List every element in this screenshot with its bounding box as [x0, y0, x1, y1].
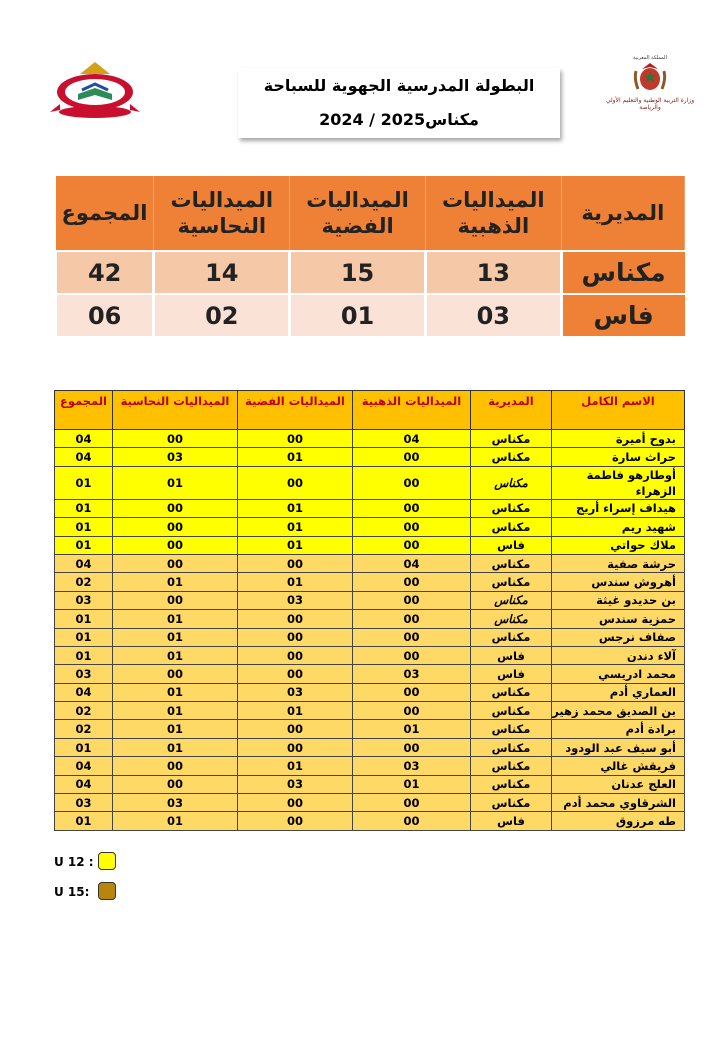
detail-directorate: مكناس: [471, 720, 552, 738]
detail-total: 04: [55, 448, 113, 466]
detail-silver: 00: [238, 738, 353, 756]
detail-bronze: 00: [113, 775, 238, 793]
detail-gold: 00: [353, 794, 471, 812]
detail-total: 01: [55, 499, 113, 517]
detail-fullname: العماري أدم: [552, 683, 685, 701]
detail-fullname: بن الصديق محمد زهير: [552, 702, 685, 720]
summary-header-total: المجموع: [56, 176, 154, 251]
detail-total: 01: [55, 518, 113, 536]
document-title: البطولة المدرسية الجهوية للسباحة: [263, 76, 535, 95]
detail-fullname: برادة أدم: [552, 720, 685, 738]
detail-fullname: أهروش سندس: [552, 573, 685, 591]
title-season: 2024 / 2025: [319, 110, 426, 129]
detail-gold: 00: [353, 448, 471, 466]
detail-bronze: 03: [113, 448, 238, 466]
detail-header-fullname: الاسم الكامل: [552, 391, 685, 430]
table-row: [55, 812, 685, 830]
summary-bronze: 14: [154, 251, 290, 294]
table-row: [55, 738, 685, 756]
detail-fullname: محمد ادريسي: [552, 665, 685, 683]
detail-gold: 00: [353, 499, 471, 517]
detail-total: 01: [55, 536, 113, 554]
detail-total: 04: [55, 430, 113, 448]
detail-directorate: مكناس: [471, 628, 552, 646]
detail-total: 01: [55, 738, 113, 756]
detail-total: 03: [55, 591, 113, 609]
detail-bronze: 01: [113, 738, 238, 756]
table-row: [55, 646, 685, 664]
detail-directorate: فاس: [471, 536, 552, 554]
detail-directorate: فاس: [471, 812, 552, 830]
detail-bronze: 00: [113, 430, 238, 448]
table-row: [55, 702, 685, 720]
detail-header-total: المجموع: [55, 391, 113, 430]
detail-fullname: حراث سارة: [552, 448, 685, 466]
detail-total: 01: [55, 610, 113, 628]
detail-total: 03: [55, 665, 113, 683]
detail-fullname: صفاف نرجس: [552, 628, 685, 646]
detail-silver: 01: [238, 536, 353, 554]
table-row: [55, 554, 685, 572]
detail-directorate: مكناس: [471, 430, 552, 448]
table-row: [55, 757, 685, 775]
detail-directorate: مكناس: [471, 518, 552, 536]
table-row: [55, 628, 685, 646]
detail-silver: 00: [238, 430, 353, 448]
detail-silver: 01: [238, 573, 353, 591]
detail-bronze: 01: [113, 720, 238, 738]
detail-fullname: ملاك حواتي: [552, 536, 685, 554]
detail-silver: 01: [238, 448, 353, 466]
detail-directorate: مكناس: [471, 573, 552, 591]
detail-silver: 03: [238, 775, 353, 793]
detail-directorate: مكناس: [471, 610, 552, 628]
detail-total: 01: [55, 646, 113, 664]
table-row: [55, 499, 685, 517]
detail-gold: 03: [353, 665, 471, 683]
summary-silver: 15: [290, 251, 426, 294]
detail-directorate: مكناس: [471, 466, 552, 499]
detail-total: 04: [55, 554, 113, 572]
detail-gold: 01: [353, 720, 471, 738]
summary-header-bronze: الميداليات النحاسية: [154, 176, 290, 251]
summary-header-row: [56, 176, 685, 251]
detail-total: 01: [55, 466, 113, 499]
summary-total: 06: [56, 294, 154, 336]
detail-silver: 00: [238, 466, 353, 499]
detail-bronze: 00: [113, 518, 238, 536]
legend-u12-swatch: [98, 852, 116, 870]
summary-gold: 03: [425, 294, 561, 336]
medal-summary-table: [54, 176, 685, 336]
detail-total: 01: [55, 812, 113, 830]
detail-silver: 01: [238, 702, 353, 720]
detail-header-directorate: المديرية: [471, 391, 552, 430]
detail-bronze: 00: [113, 591, 238, 609]
detail-silver: 01: [238, 499, 353, 517]
detail-bronze: 01: [113, 610, 238, 628]
detail-fullname: بدوح أميرة: [552, 430, 685, 448]
moroccan-emblem-icon: [600, 61, 700, 93]
detail-directorate: مكناس: [471, 794, 552, 812]
detail-total: 02: [55, 702, 113, 720]
detail-table-body: [55, 430, 685, 831]
detail-directorate: فاس: [471, 646, 552, 664]
detail-fullname: حرشة صفية: [552, 554, 685, 572]
detail-bronze: 01: [113, 646, 238, 664]
detail-silver: 00: [238, 720, 353, 738]
detail-directorate: فاس: [471, 665, 552, 683]
detail-fullname: فريقش غالي: [552, 757, 685, 775]
table-row: [55, 518, 685, 536]
detail-bronze: 01: [113, 628, 238, 646]
detail-gold: 00: [353, 536, 471, 554]
detail-directorate: مكناس: [471, 683, 552, 701]
table-row: [55, 665, 685, 683]
table-row: [55, 775, 685, 793]
detail-directorate: مكناس: [471, 499, 552, 517]
table-row: [55, 448, 685, 466]
summary-gold: 13: [425, 251, 561, 294]
legend-u15: [54, 885, 89, 899]
title-city: مكناس: [425, 110, 479, 129]
summary-silver: 01: [290, 294, 426, 336]
detail-bronze: 00: [113, 499, 238, 517]
detail-bronze: 01: [113, 573, 238, 591]
detail-bronze: 01: [113, 466, 238, 499]
detail-gold: 00: [353, 573, 471, 591]
detail-bronze: 00: [113, 536, 238, 554]
summary-total: 42: [56, 251, 154, 294]
detail-gold: 00: [353, 591, 471, 609]
detail-total: 04: [55, 775, 113, 793]
detail-bronze: 01: [113, 683, 238, 701]
legend-u15-swatch: [98, 882, 116, 900]
detail-fullname: أوطارهو فاطمة الزهراء: [552, 466, 685, 499]
detail-gold: 00: [353, 628, 471, 646]
summary-directorate: مكناس: [561, 251, 684, 294]
detail-bronze: 01: [113, 812, 238, 830]
detail-directorate: مكناس: [471, 775, 552, 793]
summary-bronze: 02: [154, 294, 290, 336]
detail-gold: 04: [353, 430, 471, 448]
detail-gold: 03: [353, 757, 471, 775]
detail-fullname: حمزية سندس: [552, 610, 685, 628]
detail-fullname: بن حديدو غيثة: [552, 591, 685, 609]
detail-directorate: مكناس: [471, 702, 552, 720]
table-row: [55, 610, 685, 628]
detail-fullname: الشرقاوي محمد أدم: [552, 794, 685, 812]
detail-silver: 00: [238, 628, 353, 646]
detail-gold: 00: [353, 683, 471, 701]
detail-directorate: مكناس: [471, 757, 552, 775]
summary-row: [56, 294, 685, 336]
detail-bronze: 03: [113, 794, 238, 812]
detail-header-gold: الميداليات الذهبية: [353, 391, 471, 430]
detail-directorate: مكناس: [471, 738, 552, 756]
detail-silver: 00: [238, 794, 353, 812]
detail-silver: 01: [238, 518, 353, 536]
detail-total: 02: [55, 720, 113, 738]
detail-gold: 01: [353, 775, 471, 793]
table-row: [55, 430, 685, 448]
detail-header-bronze: الميداليات النحاسية: [113, 391, 238, 430]
detail-gold: 04: [353, 554, 471, 572]
detail-gold: 00: [353, 646, 471, 664]
detail-total: 01: [55, 628, 113, 646]
swimmer-results-table: [54, 390, 685, 831]
legend-u15-label: U 15:: [54, 885, 90, 899]
detail-fullname: العلج عدنان: [552, 775, 685, 793]
detail-bronze: 00: [113, 757, 238, 775]
detail-directorate: مكناس: [471, 591, 552, 609]
detail-fullname: طه مرزوق: [552, 812, 685, 830]
legend-u12: [54, 855, 94, 869]
detail-silver: 03: [238, 591, 353, 609]
detail-fullname: شهيد ريم: [552, 518, 685, 536]
detail-silver: 01: [238, 757, 353, 775]
detail-total: 04: [55, 757, 113, 775]
detail-total: 02: [55, 573, 113, 591]
ministry-logo-text-top: المملكة المغربية: [633, 55, 667, 61]
detail-gold: 00: [353, 738, 471, 756]
table-row: [55, 683, 685, 701]
document-subtitle: [238, 110, 560, 129]
table-row: [55, 591, 685, 609]
detail-gold: 00: [353, 610, 471, 628]
school-sports-federation-logo: [50, 60, 140, 122]
detail-directorate: مكناس: [471, 554, 552, 572]
detail-gold: 00: [353, 518, 471, 536]
document-title-box: [238, 68, 560, 138]
detail-bronze: 00: [113, 554, 238, 572]
detail-header-row: [55, 391, 685, 430]
ministry-logo: [600, 55, 700, 123]
table-row: [55, 536, 685, 554]
detail-gold: 00: [353, 466, 471, 499]
detail-fullname: آلاء دندن: [552, 646, 685, 664]
table-row: [55, 466, 685, 499]
detail-header-silver: الميداليات الفضية: [238, 391, 353, 430]
summary-header-silver: الميداليات الفضية: [290, 176, 426, 251]
legend-u12-label: U 12 :: [54, 855, 94, 869]
table-row: [55, 573, 685, 591]
summary-row: [56, 251, 685, 294]
detail-silver: 00: [238, 665, 353, 683]
detail-bronze: 01: [113, 702, 238, 720]
detail-bronze: 00: [113, 665, 238, 683]
detail-directorate: مكناس: [471, 448, 552, 466]
summary-header-gold: الميداليات الذهبية: [425, 176, 561, 251]
detail-silver: 00: [238, 812, 353, 830]
table-row: [55, 794, 685, 812]
detail-gold: 00: [353, 702, 471, 720]
detail-total: 03: [55, 794, 113, 812]
detail-silver: 00: [238, 610, 353, 628]
ministry-logo-text-mid: وزارة التربية الوطنية والتعليم الأولي والرياضة: [605, 97, 695, 111]
table-row: [55, 720, 685, 738]
summary-directorate: فاس: [561, 294, 684, 336]
detail-total: 04: [55, 683, 113, 701]
summary-header-directorate: المديرية: [561, 176, 684, 251]
detail-fullname: هيداف إسراء أريج: [552, 499, 685, 517]
detail-silver: 03: [238, 683, 353, 701]
detail-silver: 00: [238, 554, 353, 572]
detail-fullname: أبو سيف عبد الودود: [552, 738, 685, 756]
detail-gold: 00: [353, 812, 471, 830]
detail-silver: 00: [238, 646, 353, 664]
